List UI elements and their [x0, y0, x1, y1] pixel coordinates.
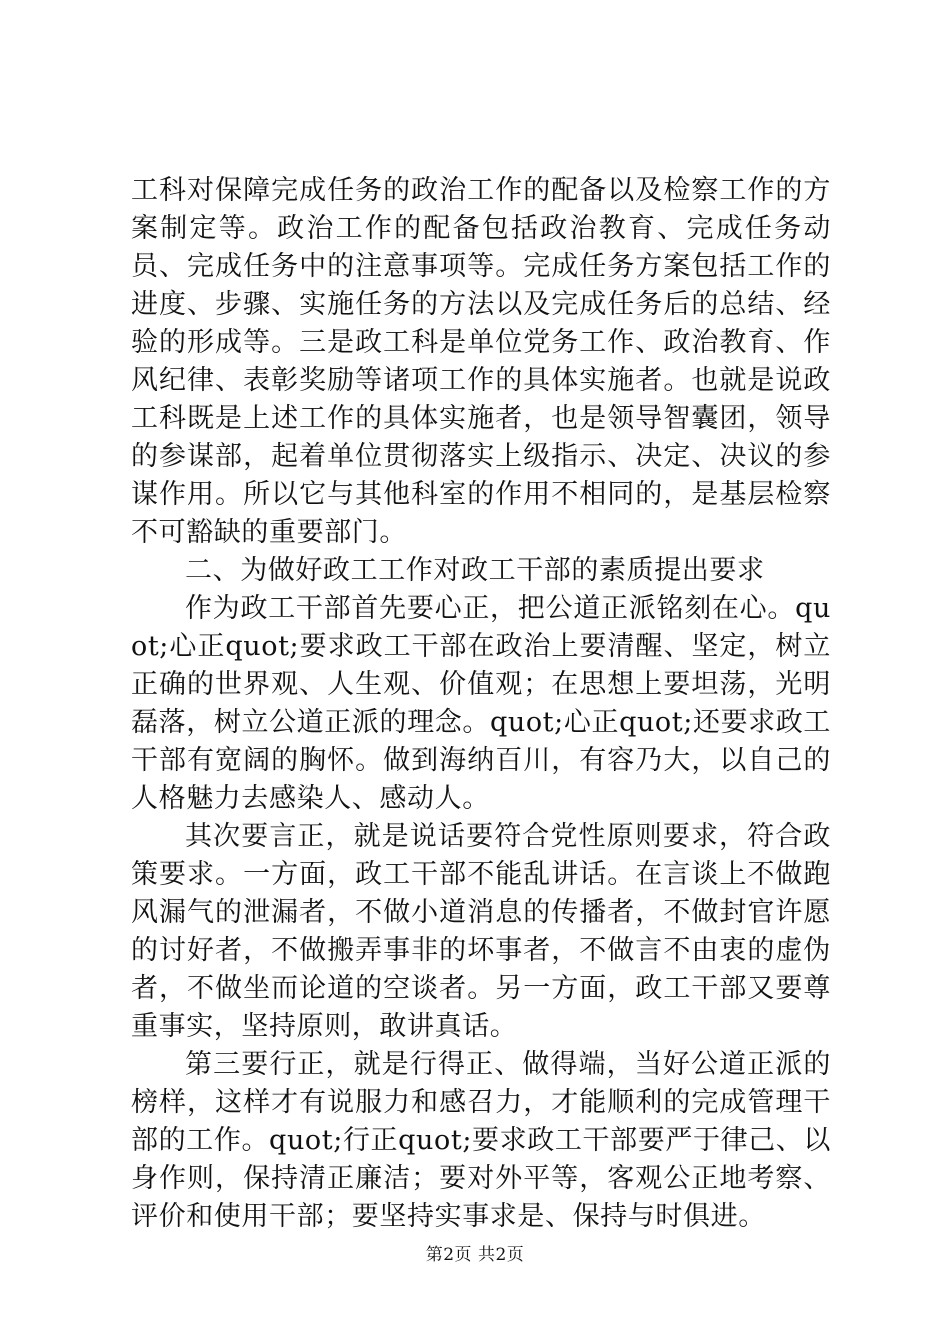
page-footer: 第2页 共2页 [425, 1245, 525, 1265]
paragraph-speech-integrity: 其次要言正，就是说话要符合党性原则要求，符合政策要求。一方面，政工干部不能乱讲话。在言谈上不做跑风漏气的泄漏者，不做小道消息的传播者，不做封官许愿的讨好者，不做搬弄事非的坏事者，不做言不由衷的虚伪者，不做坐而论道的空谈者。另一方面，政工干部又要尊重事实，坚持原则，敢讲真话。 [131, 821, 831, 1042]
paragraph-heart-integrity: 作为政工干部首先要心正，把公道正派铭刻在心。quot;心正quot;要求政工干部在政治上要清醒、坚定，树立正确的世界观、人生观、价值观；在思想上要坦荡，光明磊落，树立公道正派的理念。quot;心正quot;还要求政工干部有宽阔的胸怀。做到海纳百川，有容乃大，以自己的人格魅力去感染人、感动人。 [131, 593, 831, 814]
paragraph-conduct-integrity: 第三要行正，就是行得正、做得端，当好公道正派的榜样，这样才有说服力和感召力，才能顺利的完成管理干部的工作。quot;行正quot;要求政工干部要严于律己、以身作则，保持清正廉洁；要对外平等，客观公正地考察、评价和使用干部；要坚持实事求是、保持与时俱进。 [131, 1049, 831, 1232]
document-body [131, 172, 831, 1236]
section-heading: 二、为做好政工工作对政工干部的素质提出要求 [185, 555, 765, 586]
paragraph-continuation: 工科对保障完成任务的政治工作的配备以及检察工作的方案制定等。政治工作的配备包括政治教育、完成任务动员、完成任务中的注意事项等。完成任务方案包括工作的进度、步骤、实施任务的方法以及完成任务后的总结、经验的形成等。三是政工科是单位党务工作、政治教育、作风纪律、表彰奖励等诸项工作的具体实施者。也就是说政工科既是上述工作的具体实施者，也是领导智囊团，领导的参谋部，起着单位贯彻落实上级指示、决定、决议的参谋作用。所以它与其他科室的作用不相同的，是基层检察不可豁缺的重要部门。 [131, 175, 831, 548]
